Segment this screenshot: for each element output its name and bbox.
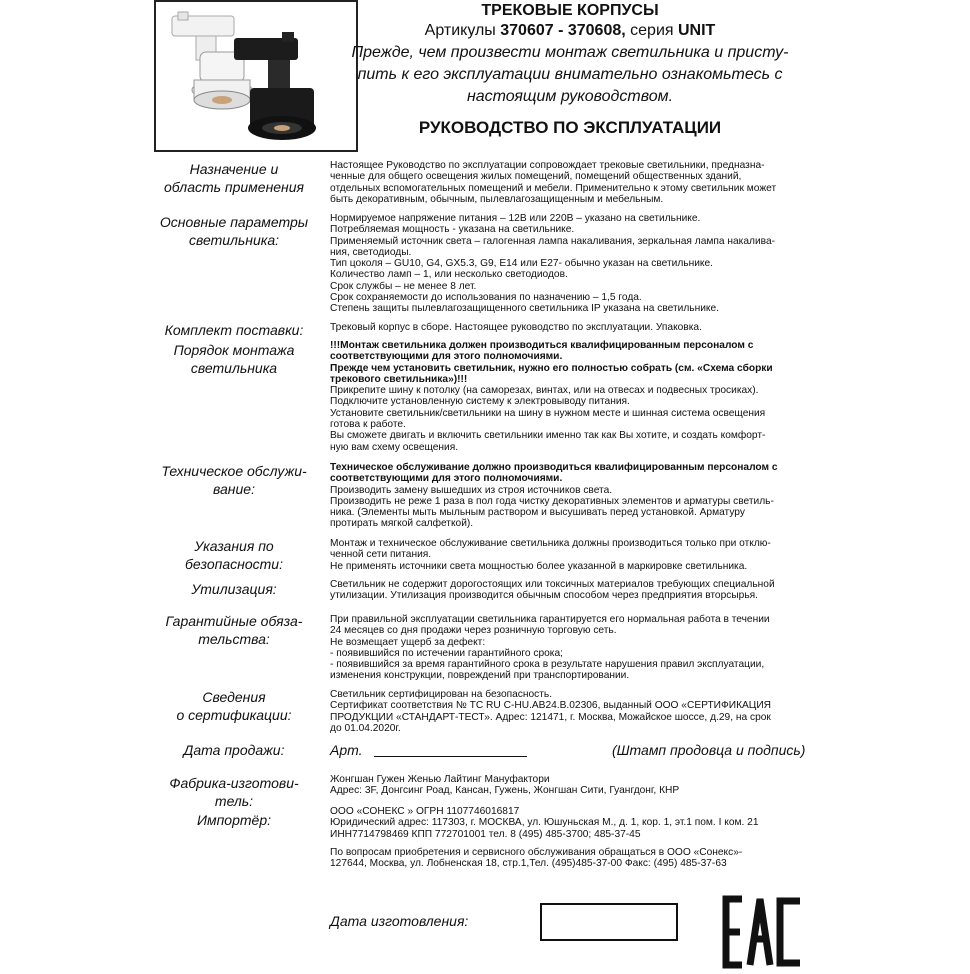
text-line: Настоящее Руководство по эксплуатации сопровождает трековые светильники, предназна- (330, 160, 765, 171)
factory-label (150, 774, 318, 810)
label-line: Назначение и (189, 161, 279, 177)
sale-date-label: Дата продажи: (183, 742, 285, 758)
text-line: Производить замену вышедших из строя источников света. (330, 484, 613, 496)
text-line: - появившийся по истечении гарантийного срока; (330, 647, 563, 659)
text-line: !!!Монтаж светильника должен производиться квалифицированным персоналом с (330, 340, 754, 351)
articles-prefix: Артикулы (424, 22, 501, 39)
text-line: Применяемый источник света – галогенная лампа накаливания, зеркальная лампа накалива- (330, 235, 776, 247)
section-label-warranty (150, 612, 318, 648)
text-line: Нормируемое напряжение питания – 12В или 220В – указано на светильнике. (330, 213, 701, 224)
text-line: соответствующими для этого полномочиями. (330, 351, 563, 363)
intro-text (330, 42, 810, 108)
label-line: Гарантийные обяза- (165, 613, 303, 629)
label-line: светильника: (188, 232, 280, 248)
section-text-parameters (330, 213, 815, 315)
importer-label: Импортёр: (196, 812, 271, 828)
text-line: протирать мягкой салфеткой). (330, 518, 474, 530)
section-label-package (150, 321, 318, 339)
text-line: Не применять источники света мощностью более указанной в маркировке светильника. (330, 560, 748, 572)
text-line: отдельных вспомогательных помещений и мебели. Применительно к этому светильник может (330, 182, 777, 194)
manual-title: РУКОВОДСТВО ПО ЭКСПЛУАТАЦИИ (418, 118, 722, 137)
eac-logo-icon (720, 895, 804, 969)
text-line: 24 месяцев со дня продажи через розничную торговую сеть. (330, 625, 617, 637)
series-name: UNIT (678, 22, 716, 39)
text-line: Срок службы – не менее 8 лет. (330, 280, 477, 292)
text-line: ника. (Элементы мыть мыльным раствором и высушивать перед установкой. Арматуру (330, 507, 745, 519)
factory-text (330, 774, 815, 797)
label-line: Указания по (194, 538, 274, 554)
text-line: Вы сможете двигать и включить светильники именно так как Вы хотите, и создать комфорт- (330, 430, 766, 442)
manufacture-date-box (540, 903, 678, 941)
article-label: Арт. (330, 742, 363, 758)
text-line: утилизации. Утилизация производится обычным способом через предприятия вторсырья. (330, 590, 758, 602)
section-text-safety (330, 538, 815, 572)
text-line: По вопросам приобретения и сервисного обслуживания обращаться в ООО «Сонекс»- (330, 847, 743, 858)
service-text (330, 847, 815, 870)
section-text-disposal (330, 579, 815, 602)
section-label-purpose (150, 160, 318, 196)
label-line: Комплект поставки: (164, 322, 304, 338)
label-line: Фабрика-изготови- (169, 775, 299, 791)
label-line: тель: (214, 793, 254, 809)
text-line: ИНН7714798469 КПП 772701001 тел. 8 (495) 485-3700; 485-37-45 (330, 828, 641, 840)
track-lights-illustration (156, 2, 356, 150)
importer-text (330, 806, 815, 840)
text-line: Прикрепите шину к потолку (на саморезах, винтах, или на отвесах и подвесных тросиках). (330, 385, 759, 397)
text-line: Не возмещает ущерб за дефект: (330, 636, 486, 648)
intro-line: пить к его эксплуатации внимательно ознакомьтесь с (357, 66, 783, 83)
text-line: Светильник сертифицирован на безопасность. (330, 689, 553, 700)
label-line: Сведения (202, 689, 266, 705)
manufacture-date-label: Дата изготовления: (330, 913, 469, 929)
text-line: Подключите установленную систему к электровыводу питания. (330, 396, 630, 408)
label-line: Порядок монтажа (173, 342, 295, 358)
text-line: Прежде чем установить светильник, нужно его полностью собрать (см. «Схема сборки (330, 362, 773, 374)
text-line: Техническое обслуживание должно производиться квалифицированным персоналом с (330, 462, 778, 473)
text-line: - появившийся за время гарантийного срока в результате нарушения правил эксплуатации, (330, 659, 765, 671)
text-line: Сертификат соответствия № ТС RU C-HU.AB24.B.02306, выданный ООО «СЕРТИФИКАЦИЯ (330, 700, 772, 712)
text-line: Трековый корпус в сборе. Настоящее руководство по эксплуатации. Упаковка. (330, 322, 702, 333)
label-line: вание: (213, 481, 255, 497)
text-line: Монтаж и техническое обслуживание светильника должны производиться только при отклю- (330, 538, 771, 549)
text-line: Количество ламп – 1, или несколько светодиодов. (330, 269, 568, 281)
label-line: светильника (190, 360, 278, 376)
label-line: область применения (163, 179, 305, 195)
text-line: Потребляемая мощность - указана на светильнике. (330, 224, 575, 236)
eac-mark (720, 895, 804, 969)
text-line: ченной сети питания. (330, 549, 432, 561)
text-line: Установите светильник/светильники на шину в нужном месте и шинная система освещения (330, 407, 766, 419)
section-label-certification (150, 688, 318, 724)
label-line: о сертификации: (176, 707, 292, 723)
stamp-label: (Штамп продовца и подпись) (612, 742, 806, 758)
label-line: Основные параметры (159, 214, 309, 230)
section-label-maintenance (150, 462, 318, 498)
section-text-certification (330, 689, 815, 734)
text-line: ную вам схему освещения. (330, 441, 459, 453)
section-label-safety (150, 537, 318, 573)
text-line: Срок сохраняемости до использования по назначению – 1,5 года. (330, 292, 642, 304)
document-title: ТРЕКОВЫЕ КОРПУСЫ (481, 2, 659, 19)
text-line: Светильник не содержит дорогостоящих или токсичных материалов требующих специальной (330, 579, 775, 590)
section-label-disposal (150, 580, 318, 598)
text-line: готова к работе. (330, 419, 406, 431)
text-line: Юридический адрес: 117303, г. МОСКВА, ул. Юшуньская М., д. 1, кор. 1, эт.1 пом. I ком. 21 (330, 817, 759, 829)
text-line: Жонгшан Гужен Женью Лайтинг Мануфактори (330, 774, 550, 785)
text-line: до 01.04.2020г. (330, 722, 401, 734)
text-line: ООО «СОНЕКС » ОГРН 1107746016817 (330, 806, 520, 817)
articles-line (380, 22, 760, 40)
text-line: ченные для общего освещения жилых помещений, помещений общественных зданий, (330, 171, 742, 183)
text-line: Тип цоколя – GU10, G4, GX5.3, G9, E14 или E27- обычно указан на светильнике. (330, 258, 713, 270)
text-line: 127644, Москва, ул. Лобненская 18, стр.1,Тел. (495)485-37-00 Факс: (495) 485-37-63 (330, 858, 727, 870)
label-line: Утилизация: (191, 581, 277, 597)
intro-line: настоящим руководством. (466, 88, 674, 105)
text-line: ния, светодиоды. (330, 246, 412, 258)
text-line: Производить не реже 1 раза в пол года чистку декоративных элементов и арматуры светиль- (330, 495, 774, 507)
section-label-installation (150, 341, 318, 377)
article-signature-line (374, 756, 527, 757)
product-photo (154, 0, 358, 152)
label-line: тельства: (198, 631, 270, 647)
intro-line: Прежде, чем произвести монтаж светильника и присту- (351, 44, 789, 61)
text-line: трекового светильника»)!!! (330, 373, 468, 385)
label-line: Техническое обслужи- (161, 463, 307, 479)
text-line: ПРОДУКЦИИ «СТАНДАРТ-ТЕСТ». Адрес: 121471, г. Москва, Можайское шоссе, д.29, на срок (330, 711, 771, 723)
articles-codes: 370607 - 370608, (500, 22, 626, 39)
label-line: безопасности: (185, 556, 283, 572)
text-line: При правильной эксплуатации светильника гарантируется его нормальная работа в течении (330, 614, 770, 625)
text-line: Адрес: 3F, Донгсинг Роад, Кансан, Гужень, Жонгшан Сити, Гуангдонг, КНР (330, 785, 680, 797)
text-line: Степень защиты пылевлагозащищенного светильника IP указана на светильнике. (330, 303, 719, 315)
section-text-package (330, 322, 815, 333)
section-text-warranty (330, 614, 815, 682)
section-text-installation (330, 340, 815, 453)
series-prefix: серия (625, 22, 678, 39)
section-text-maintenance (330, 462, 815, 530)
section-text-purpose (330, 160, 815, 205)
text-line: соответствующими для этого полномочиями. (330, 473, 563, 485)
text-line: быть декоративным, обычным, пылевлагозащищенным и мебельным. (330, 193, 664, 205)
section-label-parameters (150, 213, 318, 249)
text-line: изменения конструкции, повреждений при транспортировании. (330, 670, 630, 682)
